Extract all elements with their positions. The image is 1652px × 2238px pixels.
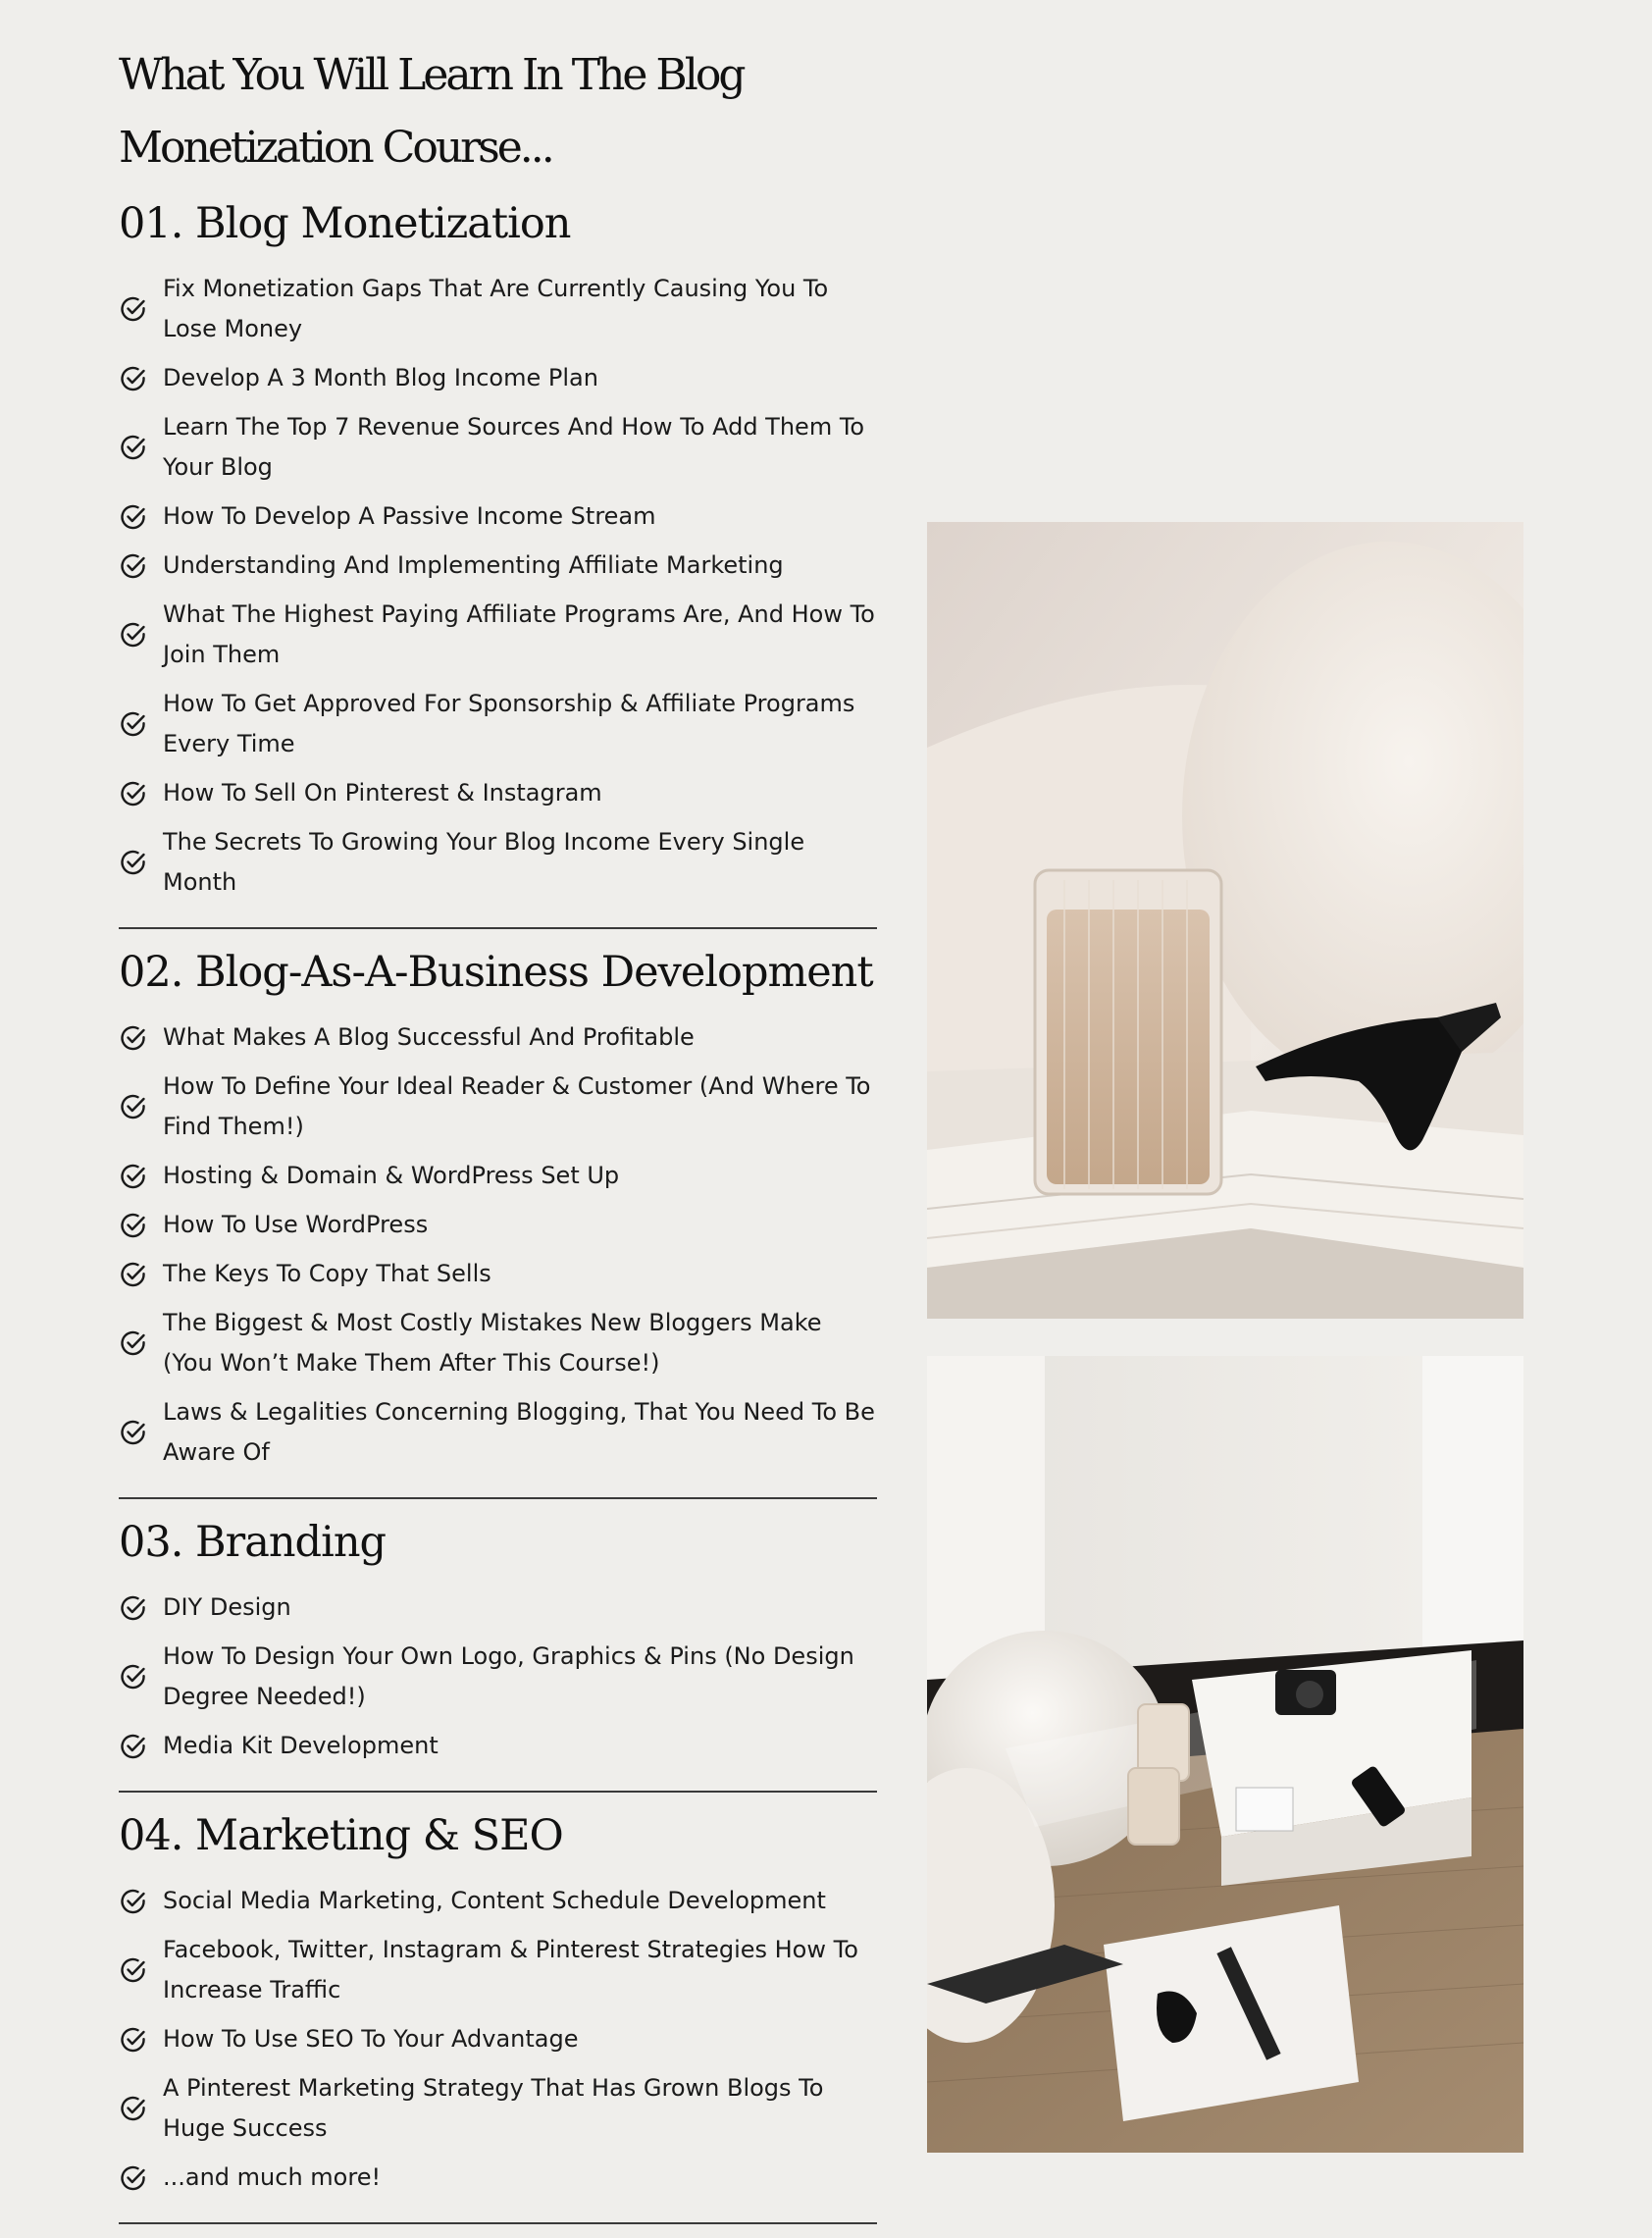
list-item [119,269,877,349]
check-circle-icon [119,1162,148,1191]
list-item [119,1254,877,1294]
check-circle-icon [119,2163,148,2193]
list-item-text: The Keys To Copy That Sells [163,1260,491,1287]
course-section [119,943,877,1499]
course-section [119,1513,877,1793]
check-circle-icon [119,2094,148,2123]
list-item-text: How To Design Your Own Logo, Graphics & Pins (No Design Degree Needed!) [163,1642,854,1710]
check-circle-icon [119,620,148,650]
check-circle-icon [119,1023,148,1053]
list-item-text: Laws & Legalities Concerning Blogging, That You Need To Be Aware Of [163,1398,875,1466]
check-circle-icon [119,1211,148,1240]
list-item [119,1205,877,1245]
check-circle-icon [119,364,148,393]
check-circle-icon [119,1328,148,1358]
list-item [119,1637,877,1717]
section-title: 03. Branding [119,1518,387,1567]
living-room-photo [927,1356,1523,2153]
check-circle-icon [119,1593,148,1623]
list-item-text: Facebook, Twitter, Instagram & Pinterest Strategies How To Increase Traffic [163,1936,858,2004]
list-item [119,546,877,586]
list-item [119,684,877,764]
list-item [119,358,877,398]
section-title: 01. Blog Monetization [119,199,571,248]
list-item-text: Understanding And Implementing Affiliate Marketing [163,551,784,579]
check-circle-icon [119,551,148,581]
course-section [119,1806,877,2224]
latte-magazine-photo [927,522,1523,1319]
list-item [119,2158,877,2198]
lesson-list [119,1017,877,1473]
list-item-text: Media Kit Development [163,1732,439,1759]
list-item [119,1067,877,1147]
check-circle-icon [119,709,148,739]
list-item-text: Hosting & Domain & WordPress Set Up [163,1162,620,1189]
course-content [119,39,877,2238]
list-item-text: Learn The Top 7 Revenue Sources And How To Add Them To Your Blog [163,413,865,481]
check-circle-icon [119,2025,148,2055]
lesson-list [119,1881,877,2198]
list-item-text: Social Media Marketing, Content Schedule Development [163,1887,826,1914]
section-title: 02. Blog-As-A-Business Development [119,948,873,997]
check-circle-icon [119,848,148,877]
course-section [119,194,877,929]
list-item [119,1017,877,1058]
list-item-text: Develop A 3 Month Blog Income Plan [163,364,598,391]
list-item [119,496,877,537]
check-circle-icon [119,1955,148,1985]
list-item-text: Fix Monetization Gaps That Are Currently Causing You To Lose Money [163,275,829,342]
check-circle-icon [119,779,148,808]
list-item-text: The Biggest & Most Costly Mistakes New Bloggers Make (You Won’t Make Them After This Course!) [163,1309,822,1377]
list-item [119,2019,877,2059]
list-item-text: ...and much more! [163,2163,382,2191]
check-circle-icon [119,1092,148,1121]
check-circle-icon [119,294,148,324]
list-item [119,595,877,675]
list-item [119,407,877,488]
list-item [119,1156,877,1196]
list-item-text: How To Sell On Pinterest & Instagram [163,779,602,807]
list-item-text: How To Get Approved For Sponsorship & Affiliate Programs Every Time [163,690,855,757]
list-item [119,1587,877,1628]
lesson-list [119,1587,877,1766]
section-title: 04. Marketing & SEO [119,1811,563,1860]
check-circle-icon [119,1260,148,1289]
list-item [119,1881,877,1921]
list-item-text: What Makes A Blog Successful And Profitable [163,1023,695,1051]
list-item [119,822,877,903]
check-circle-icon [119,1418,148,1447]
list-item [119,1726,877,1766]
check-circle-icon [119,1662,148,1692]
list-item [119,1930,877,2010]
list-item-text: DIY Design [163,1593,291,1621]
list-item [119,773,877,813]
list-item-text: How To Develop A Passive Income Stream [163,502,656,530]
lesson-list [119,269,877,903]
list-item-text: How To Use WordPress [163,1211,429,1238]
list-item-text: The Secrets To Growing Your Blog Income Every Single Month [163,828,805,896]
sections-container [119,194,877,2224]
list-item-text: What The Highest Paying Affiliate Programs Are, And How To Join Them [163,600,875,668]
check-circle-icon [119,433,148,462]
list-item [119,1303,877,1383]
list-item [119,1392,877,1473]
check-circle-icon [119,1887,148,1916]
check-circle-icon [119,1732,148,1761]
list-item-text: How To Use SEO To Your Advantage [163,2025,579,2053]
list-item-text: How To Define Your Ideal Reader & Customer (And Where To Find Them!) [163,1072,871,1140]
list-item-text: A Pinterest Marketing Strategy That Has Grown Blogs To Huge Success [163,2074,824,2142]
list-item [119,2068,877,2149]
check-circle-icon [119,502,148,532]
page-title: What You Will Learn In The Blog Monetization Course... [119,50,744,173]
